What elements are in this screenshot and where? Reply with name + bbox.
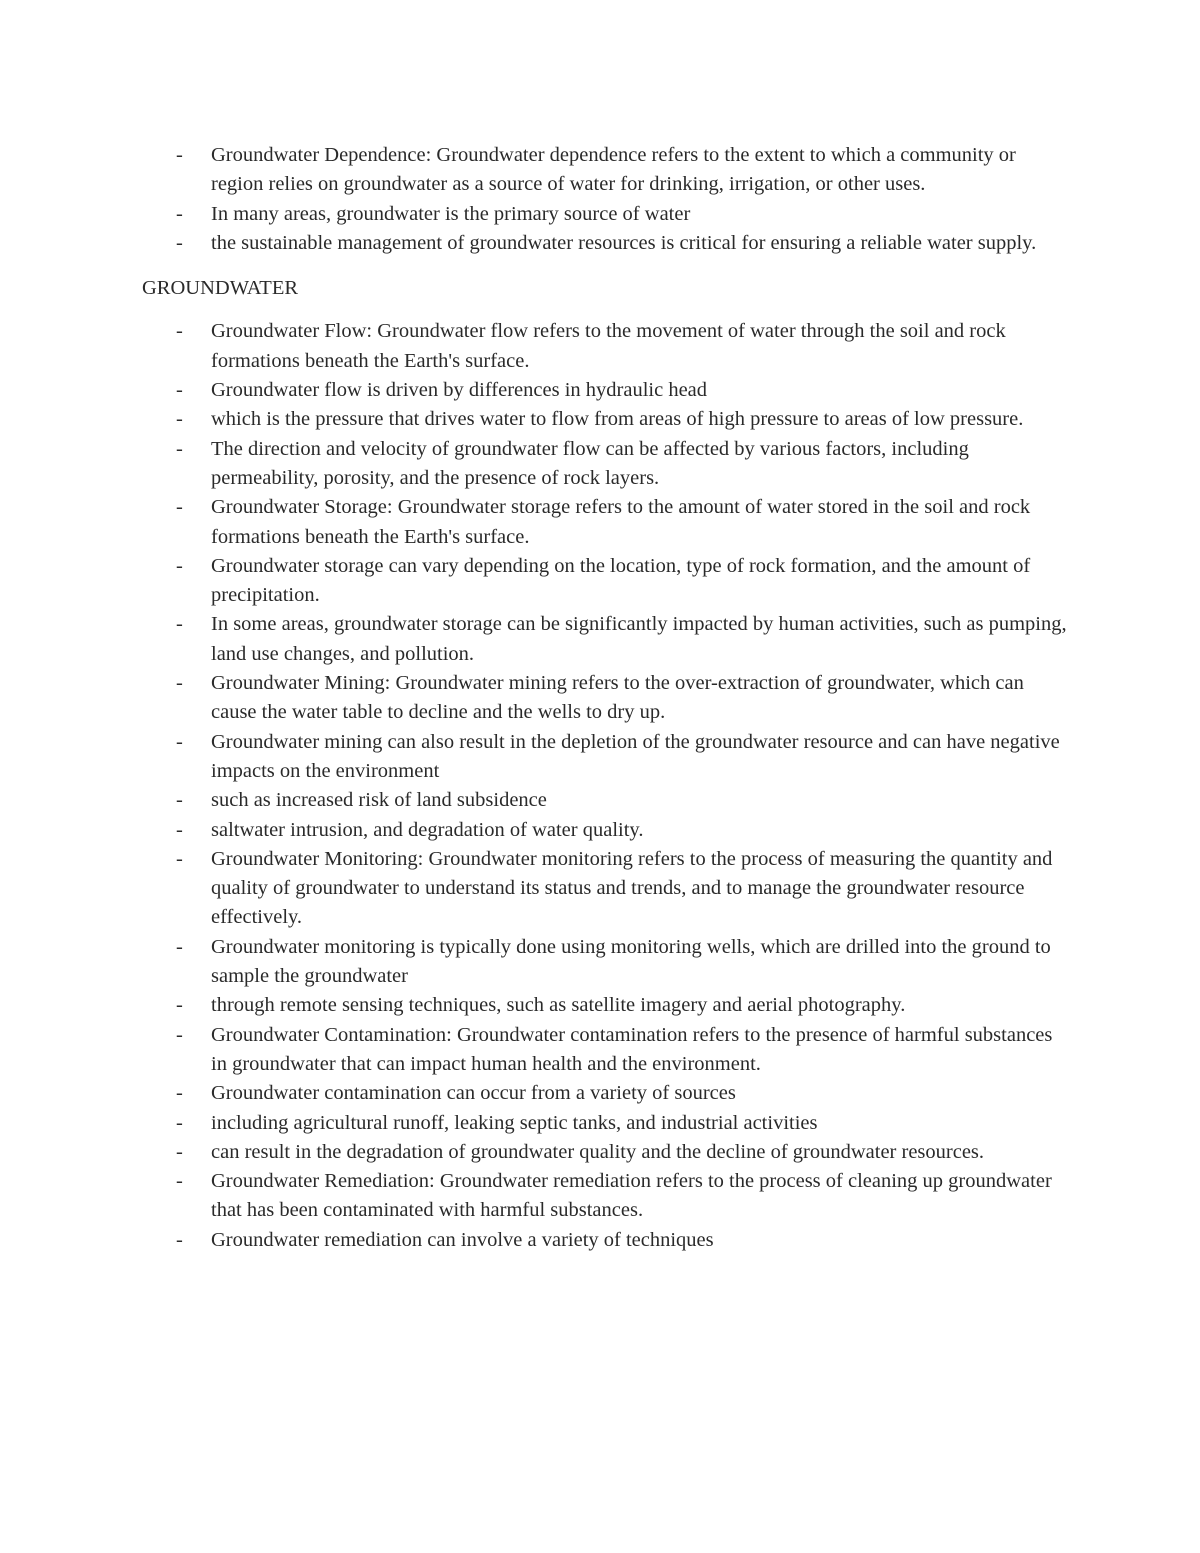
list-item bbox=[142, 1109, 1072, 1138]
list-item bbox=[142, 200, 1072, 229]
list-item bbox=[142, 1167, 1072, 1226]
list-item bbox=[142, 1138, 1072, 1167]
list-item-text: can result in the degradation of groundwater quality and the decline of groundwater resources. bbox=[211, 1140, 985, 1163]
bullet-dash: - bbox=[176, 935, 183, 958]
bullet-dash: - bbox=[176, 554, 183, 577]
list-item bbox=[142, 786, 1072, 815]
bullet-dash: - bbox=[176, 144, 183, 166]
list-item bbox=[142, 552, 1072, 611]
list-item bbox=[142, 816, 1072, 845]
list-item-text: Groundwater Remediation: Groundwater remediation refers to the process of cleaning up groundwater that has been contaminated with harmful substances. bbox=[211, 1170, 1052, 1222]
list-item-text: Groundwater mining can also result in the depletion of the groundwater resource and can have negative impacts on the environment bbox=[211, 730, 1060, 782]
list-item bbox=[142, 141, 1072, 200]
list-item-text: Groundwater Mining: Groundwater mining refers to the over-extraction of groundwater, which can cause the water table to decline and the wells to dry up. bbox=[211, 672, 1024, 724]
list-item-text: Groundwater monitoring is typically done using monitoring wells, which are drilled into the ground to sample the groundwater bbox=[211, 935, 1051, 988]
section-list bbox=[142, 317, 1072, 1255]
list-item-text: Groundwater Storage: Groundwater storage refers to the amount of water stored in the soil and rock formations beneath the Earth's surface. bbox=[211, 496, 1031, 548]
list-item-text: In some areas, groundwater storage can be significantly impacted by human activities, such as pumping, land use changes, and pollution. bbox=[211, 613, 1067, 665]
list-item-text: Groundwater remediation can involve a variety of techniques bbox=[211, 1228, 714, 1251]
list-item bbox=[142, 728, 1072, 787]
bullet-dash: - bbox=[176, 437, 183, 460]
list-item-text: through remote sensing techniques, such as satellite imagery and aerial photography. bbox=[211, 994, 906, 1017]
bullet-dash: - bbox=[176, 408, 183, 431]
list-item-text: saltwater intrusion, and degradation of water quality. bbox=[211, 818, 644, 841]
list-item-text: Groundwater Dependence: Groundwater dependence refers to the extent to which a community or region relies on groundwater as a source of water for drinking, irrigation, or other uses. bbox=[211, 144, 1016, 196]
bullet-dash: - bbox=[176, 1170, 183, 1193]
bullet-dash: - bbox=[176, 672, 183, 695]
list-item bbox=[142, 1226, 1072, 1255]
list-item bbox=[142, 405, 1072, 434]
list-item bbox=[142, 435, 1072, 494]
bullet-dash: - bbox=[176, 994, 183, 1017]
list-item-text: In many areas, groundwater is the primary source of water bbox=[211, 202, 691, 225]
list-item-text: Groundwater flow is driven by differences in hydraulic head bbox=[211, 379, 708, 402]
list-item bbox=[142, 991, 1072, 1020]
bullet-dash: - bbox=[176, 1023, 183, 1046]
bullet-dash: - bbox=[176, 1082, 183, 1105]
bullet-dash: - bbox=[176, 379, 183, 402]
bullet-dash: - bbox=[176, 320, 183, 343]
list-item-text: Groundwater Monitoring: Groundwater monitoring refers to the process of measuring the quantity and quality of groundwater to understand its status and trends, and to manage the groundwater resource effectively. bbox=[211, 847, 1053, 929]
list-item-text: including agricultural runoff, leaking septic tanks, and industrial activities bbox=[211, 1111, 818, 1134]
list-item bbox=[142, 493, 1072, 552]
bullet-dash: - bbox=[176, 1140, 183, 1163]
bullet-dash: - bbox=[176, 231, 183, 254]
section-heading: GROUNDWATER bbox=[142, 277, 299, 300]
list-item-text: the sustainable management of groundwater resources is critical for ensuring a reliable water supply. bbox=[211, 231, 1037, 254]
list-item bbox=[142, 669, 1072, 728]
list-item bbox=[142, 845, 1072, 933]
list-item bbox=[142, 1021, 1072, 1080]
list-item bbox=[142, 610, 1072, 669]
bullet-dash: - bbox=[176, 613, 183, 636]
list-item bbox=[142, 933, 1072, 992]
list-item-text: Groundwater Flow: Groundwater flow refers to the movement of water through the soil and rock formations beneath the Earth's surface. bbox=[211, 320, 1006, 372]
bullet-dash: - bbox=[176, 1228, 183, 1251]
list-item-text: which is the pressure that drives water to flow from areas of high pressure to areas of low pressure. bbox=[211, 408, 1024, 431]
list-item bbox=[142, 317, 1072, 376]
list-item-text: Groundwater storage can vary depending on the location, type of rock formation, and the amount of precipitation. bbox=[211, 554, 1031, 607]
list-item-text: Groundwater contamination can occur from a variety of sources bbox=[211, 1082, 736, 1105]
list-item-text: The direction and velocity of groundwater flow can be affected by various factors, including permeability, porosity, and the presence of rock layers. bbox=[211, 437, 969, 489]
bullet-dash: - bbox=[176, 496, 183, 519]
bullet-dash: - bbox=[176, 847, 183, 870]
list-item bbox=[142, 1079, 1072, 1108]
list-item bbox=[142, 376, 1072, 405]
intro-list bbox=[142, 141, 1072, 258]
bullet-dash: - bbox=[176, 1111, 183, 1134]
document-body bbox=[142, 141, 1072, 1255]
bullet-dash: - bbox=[176, 202, 183, 225]
list-item bbox=[142, 229, 1072, 258]
bullet-dash: - bbox=[176, 818, 183, 841]
list-item-text: Groundwater Contamination: Groundwater contamination refers to the presence of harmful substances in groundwater that can impact human health and the environment. bbox=[211, 1023, 1053, 1075]
bullet-dash: - bbox=[176, 789, 183, 812]
bullet-dash: - bbox=[176, 730, 183, 753]
list-item-text: such as increased risk of land subsidence bbox=[211, 789, 547, 812]
